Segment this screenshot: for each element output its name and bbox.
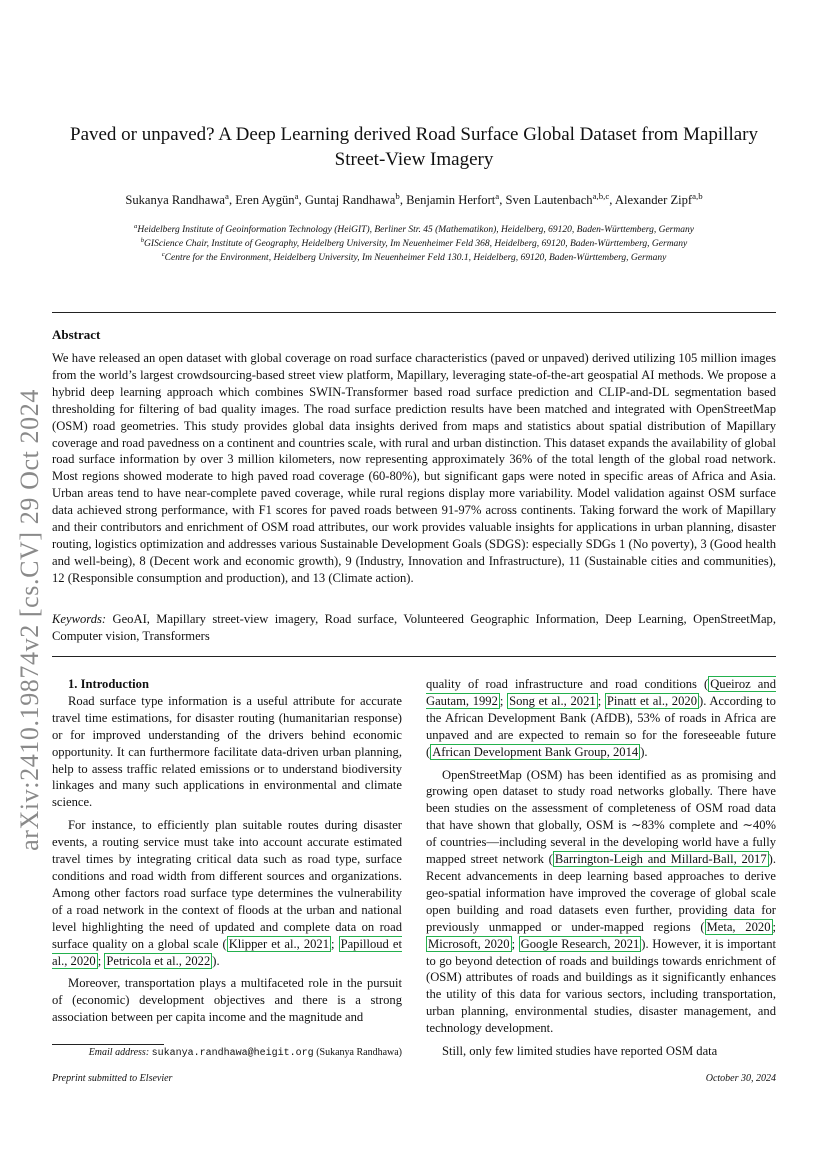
paragraph: OpenStreetMap (OSM) has been identified as as promising and growing open dataset to study road networks globally. There have been studies on the assessment of completeness of OSM road data that have shown that globally, OSM is ∼83% complete and ∼40% of countries—including several in the developing world have a fully mapped street network ( Barrington-Leigh and Millard-Ball, 2017 ). Recent advancements in deep learning based approaches to derive geo-spatial information have improved the coverage of global scale open building and road datasets even further, providing data for previously unmapped or under-mapped regions ( Meta, 2020 ; Microsoft, 2020 ; Google Research, 2021 ). However, it is important to go beyond detection of roads and buildings towards enrichment of (OSM) attributes of roads and buildings as it significantly enhances the utility of this data for various sectors, including transportation, urban planning, environmental studies, disaster management, and technology development. bbox=[426, 767, 777, 1036]
citation-link[interactable]: Song et al., 2021 bbox=[509, 693, 596, 708]
paper-title bbox=[50, 122, 778, 172]
paragraph: Road surface type information is a useful attribute for accurate travel time estimations, for disaster routing (humanitarian response) or for improved understanding of the drivers behind economic opportunity. It can furthermore facilitate data-driven urban planning, help to assess traffic related emissions or to understand biodiversity linkages and many such applications in environmental and climate science. bbox=[52, 693, 402, 810]
affiliations bbox=[50, 223, 778, 265]
author: Benjamin Herfort$^a$, bbox=[406, 190, 506, 207]
citation-link[interactable]: African Development Bank Group, 2014 bbox=[432, 744, 639, 759]
citation-link[interactable]: Barrington-Leigh and Millard-Ball, 2017 bbox=[554, 852, 767, 867]
citation-link[interactable]: Pinatt et al., 2020 bbox=[606, 693, 697, 708]
keywords bbox=[52, 611, 776, 645]
arxiv-id: arXiv:2410.19874v2 [cs.CV] 29 Oct 2024 bbox=[15, 389, 44, 851]
author: Guntaj Randhawa$^b$, bbox=[304, 190, 407, 207]
affiliation: $^c$Centre for the Environment, Heidelberg University, Im Neuenheimer Feld 130.1, Heidelberg, 69120, Baden-Württemberg, Germany bbox=[161, 250, 667, 263]
paragraph: Moreover, transportation plays a multifaceted role in the pursuit of (economic) development objectives and there is a strong association between per capita income and the magnitude and bbox=[52, 976, 402, 1025]
citation-link[interactable]: Microsoft, 2020 bbox=[428, 936, 510, 951]
citation-link[interactable]: Papilloud et al., 2020 bbox=[52, 936, 403, 968]
citation-link[interactable]: Meta, 2020 bbox=[706, 919, 771, 934]
abstract-top-rule bbox=[52, 312, 776, 313]
paragraph: For instance, to efficiently plan suitable routes during disaster events, a routing service must take into account accurate estimated travel times by integrating critical data such as road type, surface conditions and road width from different sources and organizations. Among other factors road surface type determines the vulnerability of a road network in the context of floods at the urban and national level highlighting the need of updated and complete data on road surface quality on a global scale ( Klipper et al., 2021 ; Papilloud et al., 2020 ; Petricola et al., 2022 ). bbox=[52, 818, 403, 968]
preprint-note: Preprint submitted to Elsevier bbox=[52, 1073, 173, 1084]
author: Sven Lautenbach$^{a,b,c}$, bbox=[505, 190, 615, 207]
email-link[interactable]: sukanya.randhawa@heigit.org bbox=[151, 1048, 314, 1059]
keywords-list: GeoAI, Mapillary street-view imagery, Road surface, Volunteered Geographic Information, Deep Learning, OpenStreetMap, Computer vision, Transformers bbox=[52, 612, 776, 643]
author-list bbox=[50, 190, 778, 208]
author: Eren Aygün$^a$, bbox=[235, 190, 305, 207]
left-column bbox=[52, 676, 402, 1026]
title-line-1: Paved or unpaved? A Deep Learning derived Road Surface Global Dataset from Mapillary bbox=[70, 124, 758, 145]
footnote bbox=[52, 1047, 402, 1059]
affiliation: $^a$Heidelberg Institute of Geoinformation Technology (HeiGIT), Berliner Str. 45 (Mathematikon), Heidelberg, 69120, Baden-Württemberg, Germany bbox=[134, 222, 694, 235]
abstract-heading: Abstract bbox=[52, 327, 101, 342]
abstract-body: We have released an open dataset with global coverage on road surface characteristics (paved or unpaved) derived utilizing 105 million images from the world’s largest crowdsourcing-based street view platform, Mapillary, leveraging state-of-the-art geospatial AI methods. We propose a hybrid deep learning approach which combines SWIN-Transformer based road surface prediction and CLIP-and-DL segmentation based thresholding for filtering of bad quality images. The road surface prediction results have been matched and integrated with OpenStreetMap (OSM) road geometries. This study provides global data insights derived from maps and statistics about spatial distribution of Mapillary coverage and road pavedness on a continent and countries scale, with rural and urban distinction. This dataset expands the availability of global road surface information by over 3 million kilometers, now representing approximately 36% of the total length of the global road network. Most regions showed moderate to high paved road coverage (60-80%), but significant gaps were noted in specific areas of Africa and Asia. Urban areas tend to have near-complete paved coverage, while rural regions display more variability. Model validation against OSM surface data achieved strong performance, with F1 scores for paved roads between 91-97% across continents. Taking forward the work of Mapillary and their contributors and enrichment of OSM road attributes, our work provides valuable insights for applications in urban planning, disaster routing, logistics optimization and addresses various Sustainable Development Goals (SDGS): especially SDGs 1 (No poverty), 3 (Good health and well-being), 8 (Decent work and economic growth), 9 (Industry, Innovation and Infrastructure), 11 (Sustainable cities and communities), 12 (Responsible consumption and production), and 13 (Climate action). bbox=[52, 351, 776, 585]
keywords-label: Keywords: bbox=[52, 612, 107, 626]
right-column bbox=[426, 676, 776, 1060]
citation-link[interactable]: Petricola et al., 2022 bbox=[106, 953, 211, 968]
date: October 30, 2024 bbox=[705, 1073, 776, 1084]
title-line-2: Street-View Imagery bbox=[334, 149, 494, 170]
author: Sukanya Randhawa$^a$, bbox=[125, 190, 236, 207]
citation-link[interactable]: Klipper et al., 2021 bbox=[228, 936, 330, 951]
footnote-label: Email address: bbox=[88, 1047, 150, 1058]
arxiv-stamp bbox=[10, 365, 50, 875]
author: Alexander Zipf$^{a,b}$ bbox=[614, 190, 703, 207]
citation-link[interactable]: Google Research, 2021 bbox=[520, 936, 640, 951]
citation-link[interactable]: Queiroz and Gautam, 1992 bbox=[426, 677, 776, 708]
footnote-rule bbox=[52, 1044, 164, 1045]
section-heading-introduction: 1. Introduction bbox=[68, 677, 149, 691]
paragraph: quality of road infrastructure and road conditions ( Queiroz and Gautam, 1992 ; Song et al., 2021 ; Pinatt et al., 2020 ). According to the African Development Bank (AfDB), 53% of roads in Africa are unpaved and are expected to remain so for the foreseeable future ( African Development Bank Group, 2014 ). bbox=[426, 677, 776, 759]
paragraph: Still, only few limited studies have reported OSM data bbox=[442, 1044, 718, 1059]
affiliation: $^b$GIScience Chair, Institute of Geography, Heidelberg University, Im Neuenheimer Feld 368, Heidelberg, 69120, Baden-Württemberg, Germany bbox=[140, 236, 688, 249]
abstract-bottom-rule bbox=[52, 656, 776, 657]
footnote-author: (Sukanya Randhawa) bbox=[316, 1047, 402, 1058]
